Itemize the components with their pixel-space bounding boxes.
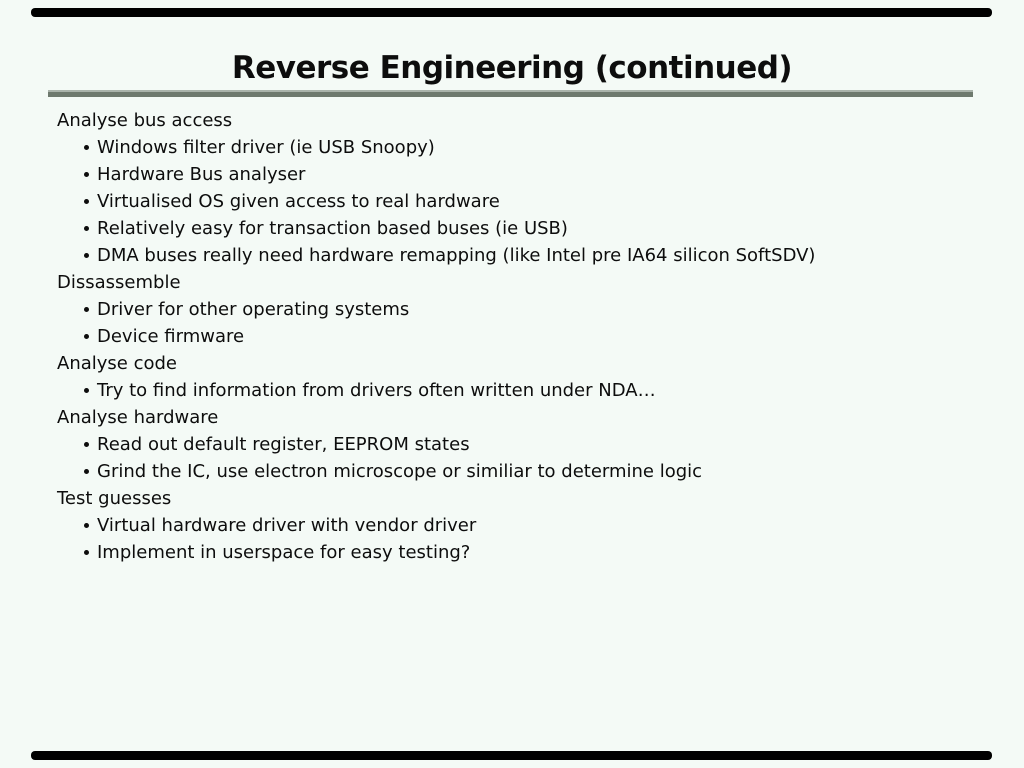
bullet-dot-icon (84, 523, 89, 528)
bullet-dot-icon (84, 469, 89, 474)
bullet-item (57, 134, 994, 161)
outline-heading: Analyse bus access (57, 110, 233, 131)
bullet-item (57, 539, 994, 566)
bullet-text: Windows filter driver (ie USB Snoopy) (97, 137, 435, 158)
bullet-dot-icon (84, 442, 89, 447)
bullet-dot-icon (84, 253, 89, 258)
bullet-text: Read out default register, EEPROM states (97, 434, 470, 455)
bullet-item (57, 242, 994, 269)
bullet-text: Hardware Bus analyser (97, 164, 306, 185)
top-border-bar (31, 8, 992, 17)
bullet-text: Device firmware (97, 326, 245, 347)
bullet-text: Implement in userspace for easy testing? (97, 542, 471, 563)
bullet-text: Try to find information from drivers often written under NDA… (97, 380, 656, 401)
bullet-dot-icon (84, 172, 89, 177)
bullet-item (57, 377, 994, 404)
bullet-dot-icon (84, 388, 89, 393)
bullet-text: Virtual hardware driver with vendor driver (97, 515, 477, 536)
bullet-item (57, 188, 994, 215)
outline-list (57, 107, 994, 566)
bullet-item (57, 323, 994, 350)
bullet-text: DMA buses really need hardware remapping (like Intel pre IA64 silicon SoftSDV) (97, 245, 816, 266)
bullet-item (57, 296, 994, 323)
outline-heading: Analyse hardware (57, 407, 219, 428)
bullet-text: Virtualised OS given access to real hardware (97, 191, 500, 212)
bottom-border-bar (31, 751, 992, 760)
bullet-item (57, 458, 994, 485)
bullet-item (57, 512, 994, 539)
bullet-dot-icon (84, 550, 89, 555)
bullet-dot-icon (84, 145, 89, 150)
bullet-text: Driver for other operating systems (97, 299, 410, 320)
slide-title: Reverse Engineering (continued) (231, 50, 793, 86)
title-rule (48, 90, 973, 97)
bullet-item (57, 431, 994, 458)
bullet-text: Relatively easy for transaction based buses (ie USB) (97, 218, 568, 239)
bullet-item (57, 161, 994, 188)
bullet-dot-icon (84, 334, 89, 339)
bullet-text: Grind the IC, use electron microscope or similiar to determine logic (97, 461, 703, 482)
outline-heading: Analyse code (57, 353, 177, 374)
bullet-dot-icon (84, 307, 89, 312)
bullet-dot-icon (84, 226, 89, 231)
bullet-dot-icon (84, 199, 89, 204)
outline-heading: Dissassemble (57, 272, 181, 293)
bullet-item (57, 215, 994, 242)
outline-heading: Test guesses (57, 488, 172, 509)
